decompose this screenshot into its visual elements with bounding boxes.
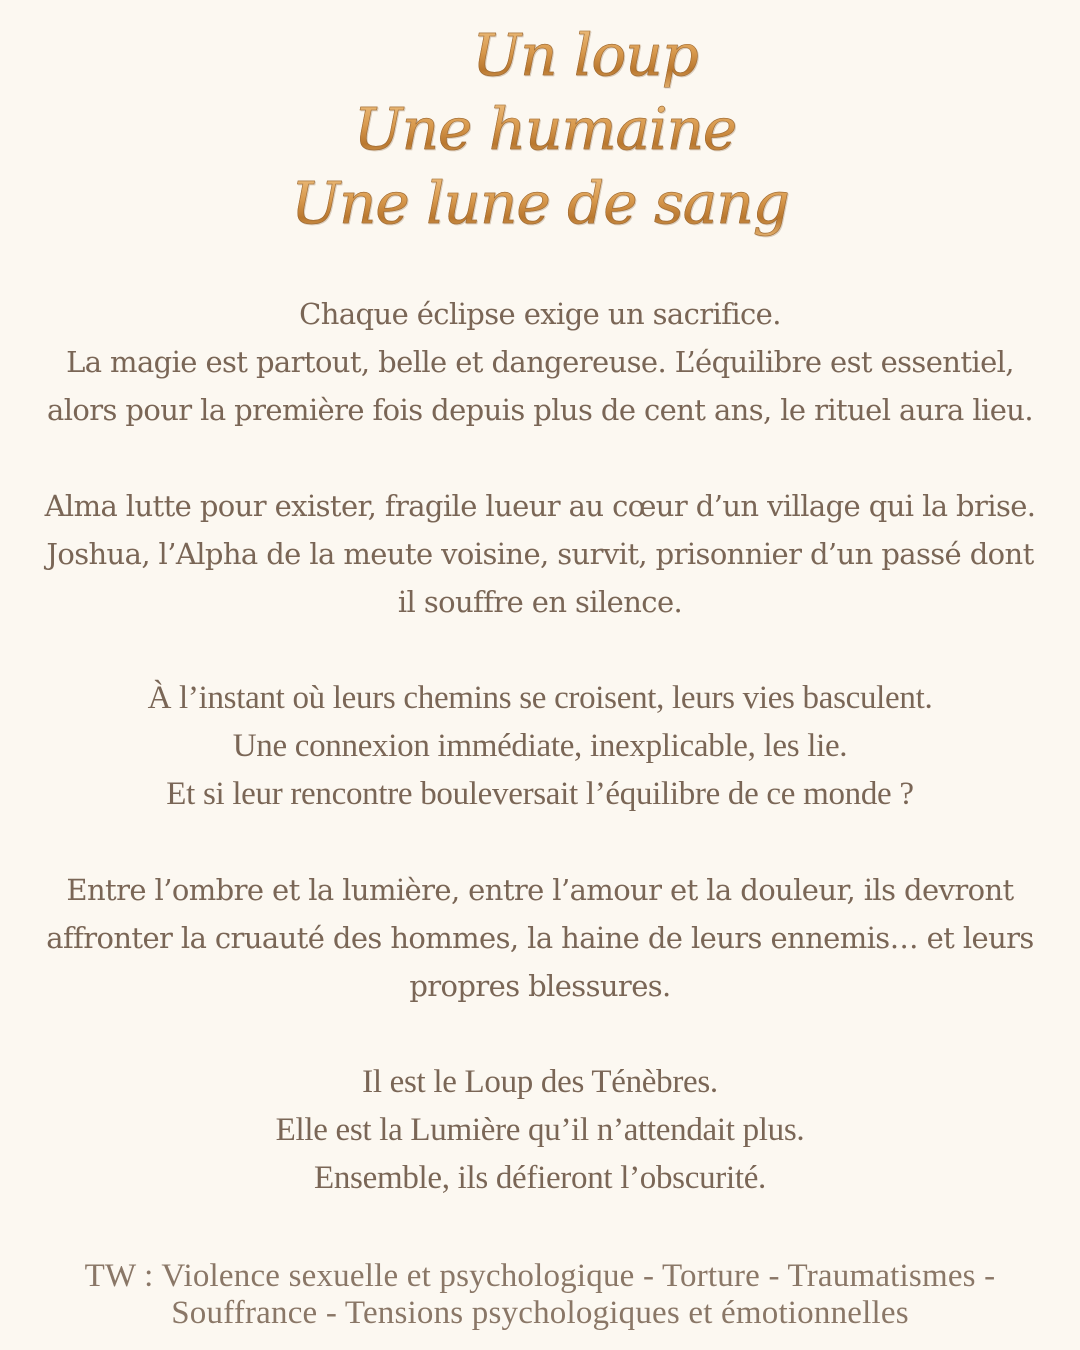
trigger-warning-line: TW : Violence sexuelle et psychologique - Torture - Traumatismes -: [84, 1258, 996, 1294]
blurb-line: Entre l’ombre et la lumière, entre l’amour et la douleur, ils devront: [66, 873, 1014, 907]
blurb-paragraph-characters: [0, 482, 1080, 626]
book-blurb: [0, 290, 1080, 1250]
title-line-1: Un loup: [0, 18, 1080, 92]
title-line-2: Une humaine: [0, 92, 1080, 166]
blurb-paragraph-meeting: [0, 674, 1080, 818]
blurb-line: propres blessures.: [409, 969, 671, 1003]
blurb-line: Elle est la Lumière qu’il n’attendait plus.: [275, 1112, 805, 1148]
blurb-line: il souffre en silence.: [397, 585, 683, 619]
blurb-line: Et si leur rencontre bouleversait l’équilibre de ce monde ?: [166, 776, 914, 812]
blurb-line: Chaque éclipse exige un sacrifice.: [299, 297, 781, 331]
trigger-warning-line: Souffrance - Tensions psychologiques et émotionnelles: [171, 1295, 909, 1331]
blurb-line: Il est le Loup des Ténèbres.: [362, 1064, 718, 1100]
blurb-line: alors pour la première fois depuis plus de cent ans, le rituel aura lieu.: [47, 393, 1033, 427]
blurb-line: Une connexion immédiate, inexplicable, les lie.: [232, 728, 848, 764]
blurb-paragraph-tagline: [0, 1058, 1080, 1202]
blurb-line: La magie est partout, belle et dangereuse. L’équilibre est essentiel,: [66, 345, 1014, 379]
title-line-3: Une lune de sang: [0, 166, 1080, 240]
blurb-paragraph-conflict: [0, 866, 1080, 1010]
blurb-paragraph-eclipse: [0, 290, 1080, 434]
trigger-warning: [0, 1258, 1080, 1332]
blurb-line: Alma lutte pour exister, fragile lueur au cœur d’un village qui la brise.: [44, 489, 1036, 523]
blurb-line: Joshua, l’Alpha de la meute voisine, survit, prisonnier d’un passé dont: [46, 537, 1034, 571]
blurb-line: affronter la cruauté des hommes, la haine de leurs ennemis… et leurs: [46, 921, 1034, 955]
blurb-line: Ensemble, ils défieront l’obscurité.: [314, 1160, 766, 1196]
blurb-line: À l’instant où leurs chemins se croisent, leurs vies basculent.: [147, 680, 933, 716]
book-title: [0, 18, 1080, 240]
